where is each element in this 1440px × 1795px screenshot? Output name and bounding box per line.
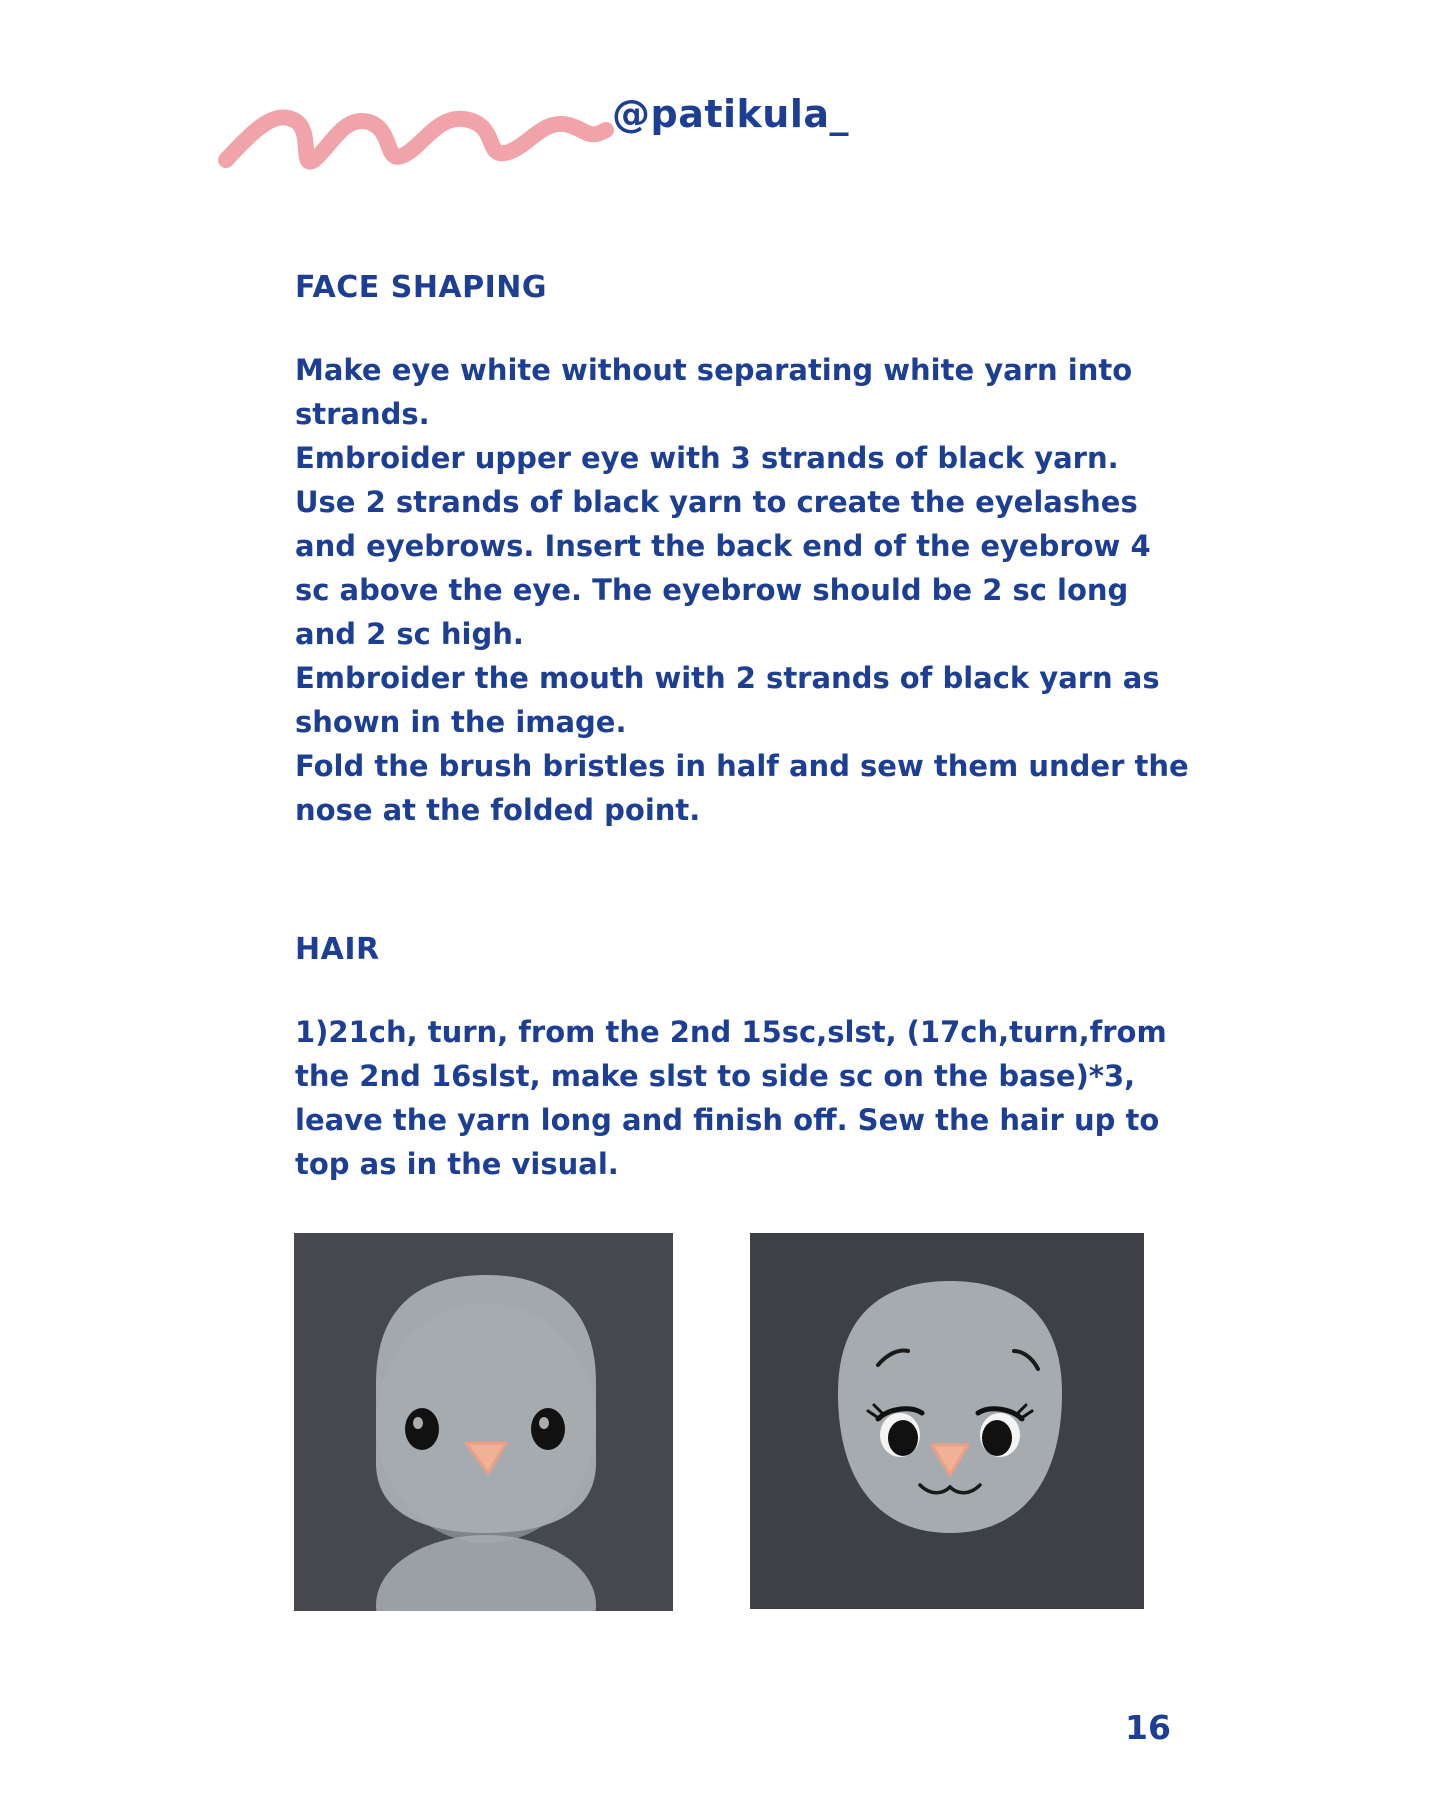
page-content xyxy=(295,258,1195,1186)
face-instruction-line: Use 2 strands of black yarn to create the eyelashes and eyebrows. Insert the back end of the eyebrow 4 sc above the eye. The eyebrow should be 2 sc long and 2 sc high. xyxy=(295,485,1151,651)
face-instruction-line: Embroider the mouth with 2 strands of black yarn as shown in the image. xyxy=(295,661,1160,739)
face-instruction-line: Fold the brush bristles in half and sew them under the nose at the folded point. xyxy=(295,749,1189,827)
crochet-head-plain-image xyxy=(294,1233,673,1611)
decorative-squiggle xyxy=(214,90,614,180)
face-instruction-line: Embroider upper eye with 3 strands of black yarn. xyxy=(295,441,1119,475)
hair-instructions: 1)21ch, turn, from the 2nd 15sc,slst, (17ch,turn,from the 2nd 16slst, make slst to side sc on the base)*3, leave the yarn long and finish off. Sew the hair up to top as in the visual. xyxy=(295,1015,1167,1181)
face-instruction-line: Make eye white without separating white yarn into strands. xyxy=(295,353,1133,431)
page-number: 16 xyxy=(1125,1708,1171,1747)
hair-heading: HAIR xyxy=(295,932,380,967)
photo-head-before-embroidery xyxy=(294,1233,673,1611)
face-shaping-heading: FACE SHAPING xyxy=(295,270,548,305)
author-handle: @patikula_ xyxy=(612,92,850,136)
crochet-head-embroidered-image xyxy=(750,1233,1144,1609)
photo-head-embroidered-face xyxy=(750,1233,1144,1609)
face-shaping-instructions xyxy=(295,348,1195,832)
